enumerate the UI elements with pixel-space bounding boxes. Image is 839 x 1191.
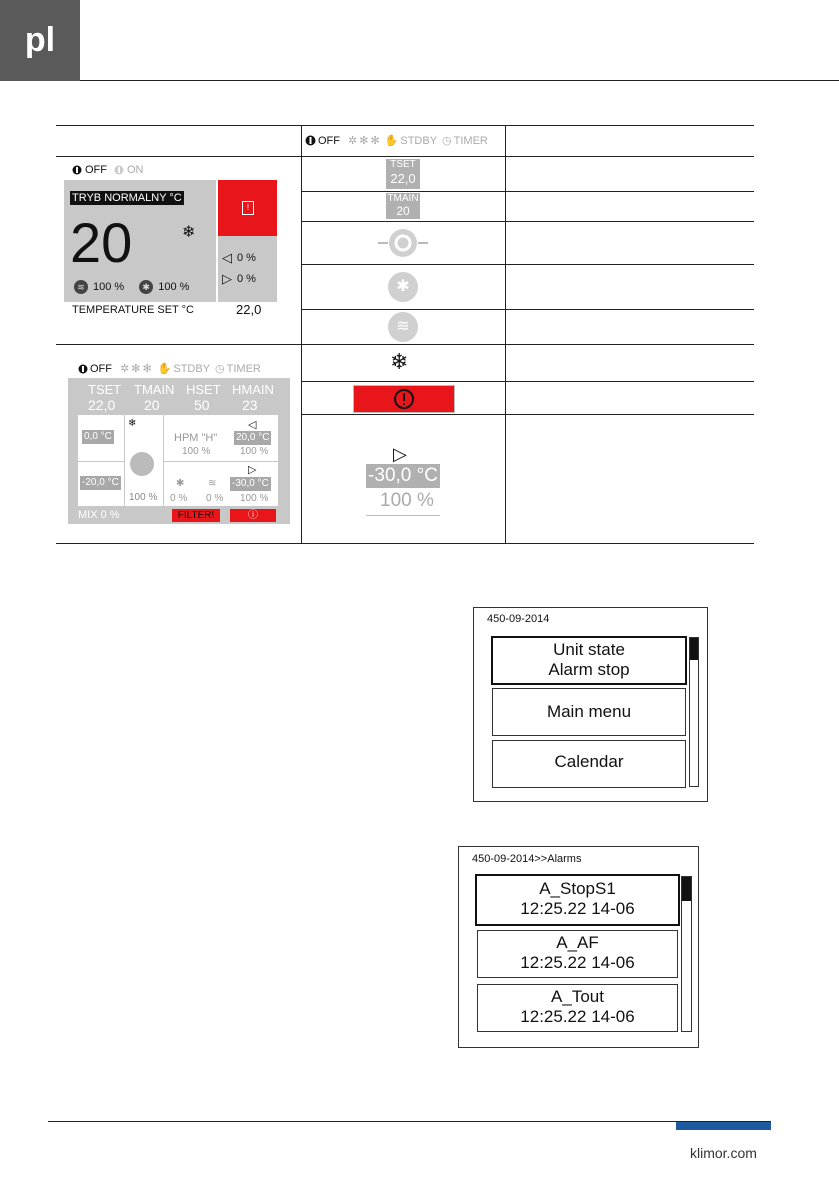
hpm-label: HPM "H" <box>174 432 218 444</box>
wheel-percent: 100 % <box>129 492 158 503</box>
set-label: TEMPERATURE SET °C <box>72 304 194 316</box>
menu-item-label: Unit state <box>553 640 625 659</box>
heat-percent: 0 % <box>206 493 224 504</box>
fan3-icon: ✻ <box>370 135 380 147</box>
alarm-name: A_StopS1 <box>539 879 616 898</box>
valve-icon: ◁ <box>248 419 257 431</box>
calendar-button[interactable] <box>492 740 686 788</box>
menu-item-sublabel: Alarm stop <box>548 660 630 679</box>
valve1-row <box>222 250 256 266</box>
footer-accent-bar <box>676 1122 771 1130</box>
value-hset: 50 <box>194 397 210 413</box>
menu1-scroll-thumb[interactable] <box>690 638 698 660</box>
table-bottom-border <box>56 543 754 544</box>
table-row-border <box>56 344 754 345</box>
field-c-percent: 100 % <box>240 446 269 457</box>
valve-icon: ◁ <box>222 250 232 265</box>
heater-icon: ≋ <box>388 312 418 342</box>
stdby-label: STDBY <box>400 134 438 147</box>
wheel-icon <box>130 452 154 476</box>
tset-value: 22,0 <box>390 171 416 186</box>
table-row-border <box>301 381 754 382</box>
alarm-item[interactable] <box>477 930 678 978</box>
fan3-icon: ✻ <box>142 363 152 375</box>
power-icon <box>72 165 82 175</box>
valve-icon: ▷ <box>248 464 257 476</box>
off-label: OFF <box>90 362 112 375</box>
tset-icon <box>386 159 420 189</box>
cooler-icon: ✱ <box>139 280 153 294</box>
table-row-border <box>301 264 754 265</box>
snowflake-icon: ❄ <box>128 418 137 429</box>
alarm-name: A_AF <box>556 933 599 952</box>
hpm-percent: 100 % <box>182 446 211 457</box>
table-col-divider <box>505 125 506 544</box>
table-row-border <box>301 414 754 415</box>
power-icon <box>78 364 88 374</box>
alarm-item[interactable] <box>477 984 678 1032</box>
table-row-border <box>301 309 754 310</box>
alarm-icon: ⓘ <box>230 509 276 522</box>
screen1-title: TRYB NORMALNY °C <box>72 192 182 204</box>
cooler-percent: 100 % <box>158 281 190 293</box>
pump-percent: 100 % <box>380 490 434 511</box>
menu-item-label: Main menu <box>546 702 632 721</box>
fan2-icon: ✻ <box>131 363 141 375</box>
set-value: 22,0 <box>236 302 262 317</box>
heater-percent: 100 % <box>93 281 125 293</box>
table-row-border <box>301 191 754 192</box>
pump-value: -30,0 °C <box>366 464 440 488</box>
alarm-time: 12:25.22 14-06 <box>520 953 635 972</box>
field-c: 20,0 °C <box>236 432 270 443</box>
value-hmain: 23 <box>242 397 258 413</box>
field-d: -30,0 °C <box>232 478 269 489</box>
fan-icon: ✲ <box>120 363 130 375</box>
field-a: 0,0 °C <box>84 431 112 442</box>
main-menu-button[interactable] <box>492 688 686 736</box>
alarm-item[interactable] <box>475 874 680 926</box>
field-b: -20,0 °C <box>82 477 119 488</box>
tset-label: TSET <box>390 159 416 170</box>
snowflake-icon: ❄ <box>390 349 409 374</box>
tmain-icon <box>386 193 420 219</box>
header-status-bar <box>305 134 488 147</box>
language-tab <box>0 0 80 81</box>
alarm-bar <box>353 385 455 413</box>
tmain-label: TMAIN <box>387 193 419 204</box>
value-tmain: 20 <box>144 397 160 413</box>
valve2-row <box>222 271 256 287</box>
alarms-scroll-thumb[interactable] <box>682 877 691 901</box>
table-header-border <box>56 156 754 157</box>
off-label: OFF <box>318 134 340 147</box>
snowflake-icon: ❄ <box>182 224 196 241</box>
alarm-name: A_Tout <box>551 987 604 1006</box>
alarm-time: 12:25.22 14-06 <box>520 899 635 918</box>
header-divider <box>80 80 839 81</box>
screen1-temperature: 20 <box>70 211 133 274</box>
alarm-time: 12:25.22 14-06 <box>520 1007 635 1026</box>
pump-underline <box>366 515 440 516</box>
timer-label: TIMER <box>226 362 261 375</box>
screen2-status <box>78 362 261 375</box>
valve-icon: ▷ <box>222 271 232 286</box>
clock-icon: ◷ <box>442 135 452 147</box>
unit-state-button[interactable] <box>491 636 687 685</box>
menu-item-label: Calendar <box>554 752 624 771</box>
power-icon <box>305 135 316 146</box>
heater-icon: ≋ <box>208 478 217 489</box>
hand-icon: ✋ <box>384 135 399 147</box>
field-d-percent: 100 % <box>240 493 269 504</box>
screen1-onoff <box>72 164 144 176</box>
on-label: ON <box>127 164 144 176</box>
alarm-icon <box>393 388 415 410</box>
fan2-icon: ✻ <box>359 135 369 147</box>
filter-alarm: FILTER! <box>172 509 220 522</box>
table-row-border <box>301 221 754 222</box>
screen1-heater <box>74 280 189 294</box>
screen2-main <box>68 378 290 524</box>
cool-percent: 0 % <box>170 493 188 504</box>
off-label: OFF <box>85 164 107 176</box>
mix-label: MIX 0 % <box>78 509 120 521</box>
recuperator-wheel-icon <box>378 228 428 263</box>
footer-website[interactable]: klimor.com <box>690 1145 757 1161</box>
screen1-valves <box>218 236 277 302</box>
header-hmain: HMAIN <box>232 382 274 397</box>
timer-label: TIMER <box>453 134 488 147</box>
alarm-icon: ! <box>242 201 254 215</box>
header-tset: TSET <box>88 382 122 397</box>
table-col-divider <box>301 125 302 544</box>
heater-icon: ≋ <box>74 280 88 294</box>
header-tmain: TMAIN <box>134 382 175 397</box>
value-tset: 22,0 <box>88 397 116 413</box>
pump-icon: ▷ <box>393 444 407 464</box>
power-on-icon <box>114 165 124 175</box>
language-code: pl <box>24 21 56 59</box>
valve2-percent: 0 % <box>237 273 256 285</box>
stdby-label: STDBY <box>173 362 211 375</box>
table-top-border <box>56 125 754 126</box>
clock-icon: ◷ <box>215 363 225 375</box>
cooler-icon: ✱ <box>176 478 185 489</box>
header-hset: HSET <box>186 382 221 397</box>
menu1-date: 450-09-2014 <box>487 613 550 625</box>
hand-icon: ✋ <box>157 363 172 375</box>
tmain-value: 20 <box>396 204 410 218</box>
valve1-percent: 0 % <box>237 252 256 264</box>
fan-icon: ✲ <box>348 135 358 147</box>
alarms-breadcrumb: 450-09-2014>>Alarms <box>472 853 582 865</box>
cooler-fan-icon: ✱ <box>388 272 418 302</box>
footer-divider <box>48 1121 771 1122</box>
